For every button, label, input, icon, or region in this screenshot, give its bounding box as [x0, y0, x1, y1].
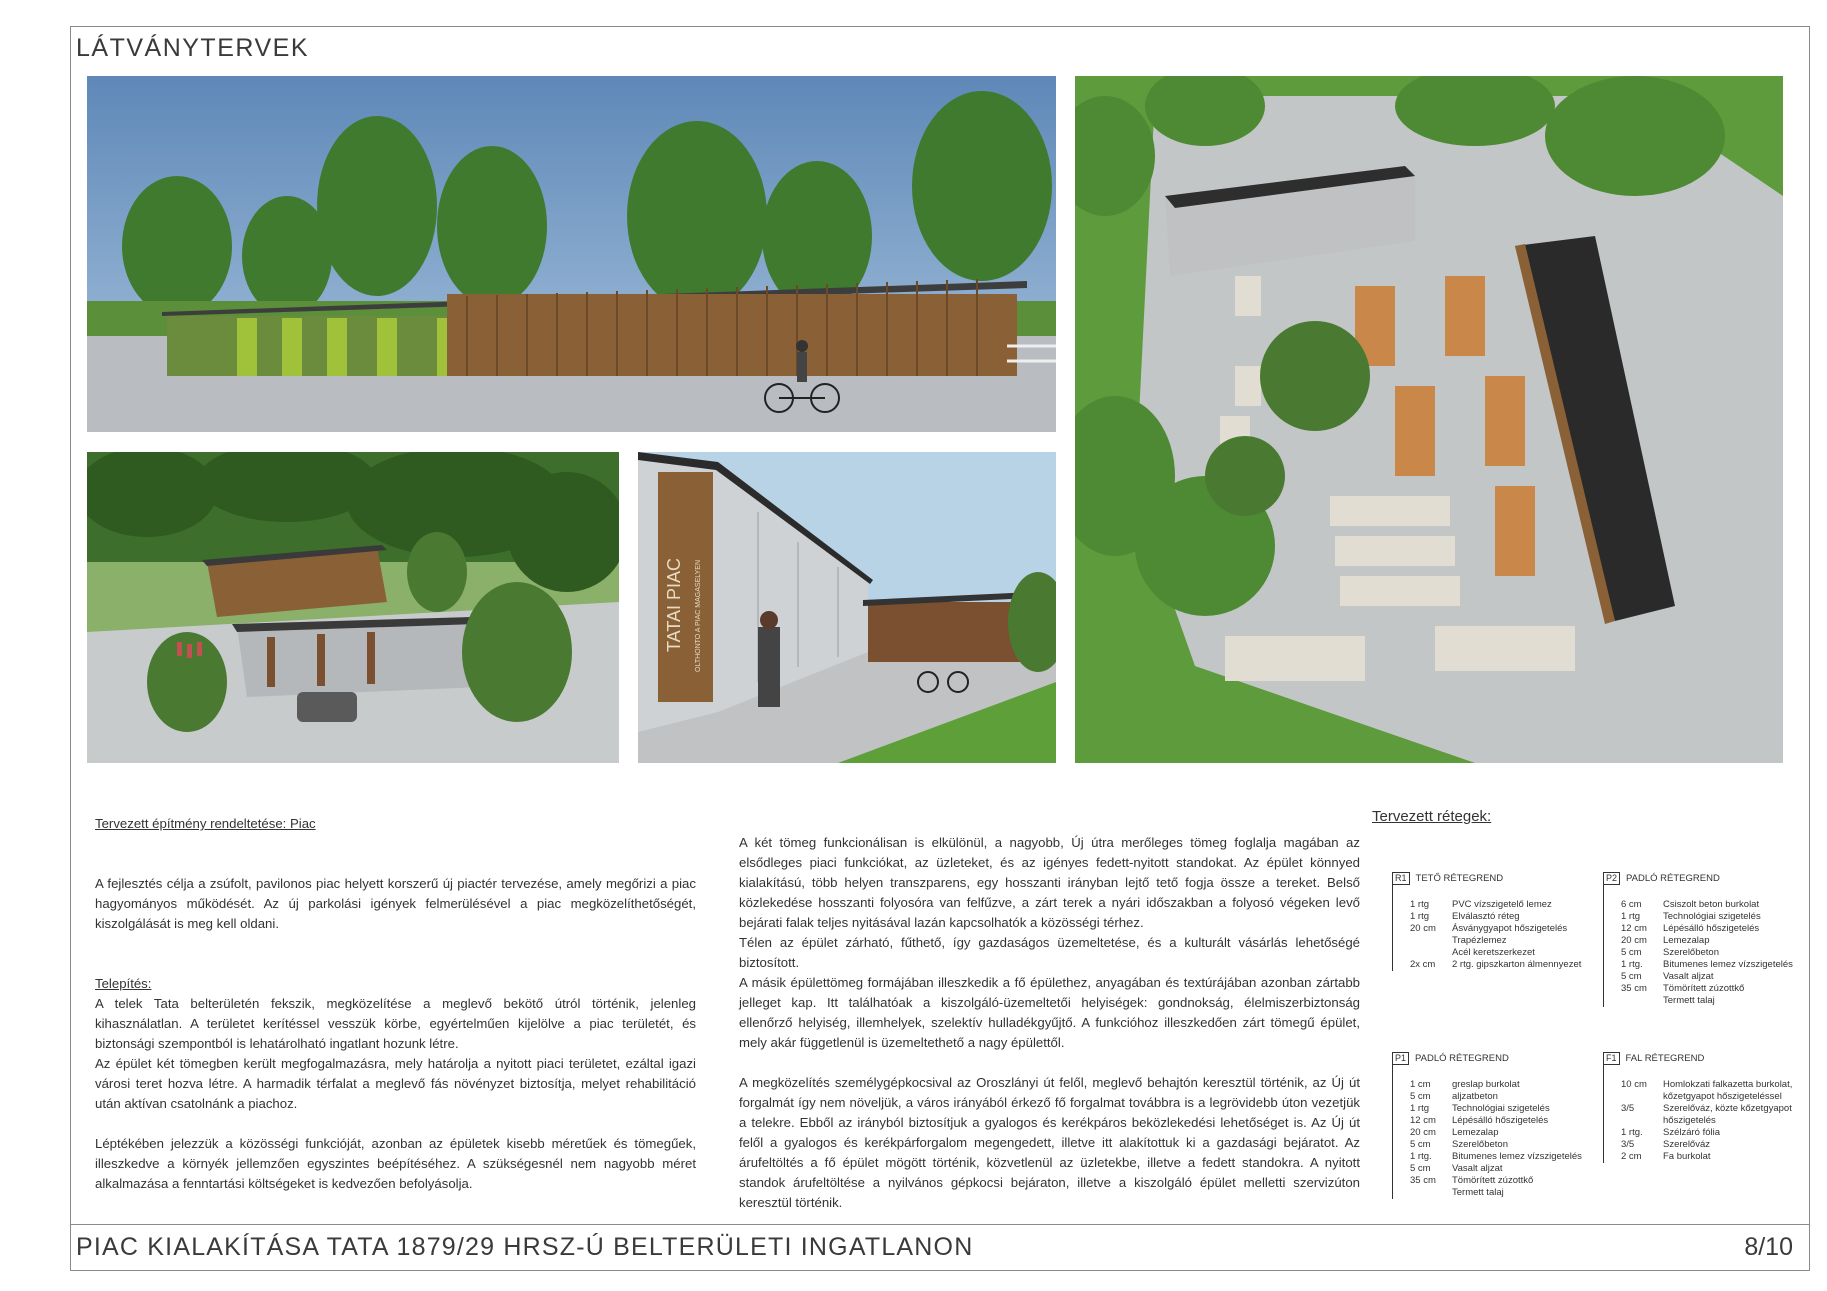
layer-row: [1410, 923, 1592, 935]
function-paragraph-1: A két tömeg funkcionálisan is elkülönül, a nagyobb, Új útra merőleges tömeg foglalja magában az elsődleges piaci funkciókat, az üzleteket, és az igényes fedett-nyitott standokat. Az épület könnyed kialakítású, több helyen transzparens, egy hosszanti irányban lejtő tető fogja össze a tereket. Belső közlekedése hosszanti folyosóra van felfűzve, a zárt terek a nyári időszakban a folyosó végeken levő bejárati falak teljes nyitásával lazán kapcsolhatók a közösségi térhez.: [739, 835, 1360, 930]
layer-material: Acél keretszerkezet: [1452, 947, 1535, 958]
layer-thickness: 5 cm: [1621, 947, 1642, 958]
layer-row: [1621, 935, 1803, 947]
layer-material: Lépésálló hőszigetelés: [1452, 1115, 1549, 1126]
layer-material: Technológiai szigetelés: [1452, 1103, 1550, 1114]
layer-p2: [1603, 872, 1803, 1007]
aerial-left-render: [87, 452, 619, 763]
layer-name: PADLÓ RÉTEGREND: [1626, 872, 1720, 884]
layer-thickness: [1410, 947, 1452, 959]
layer-thickness: 2x cm: [1410, 959, 1436, 970]
layer-material: Szerelőváz: [1663, 1139, 1710, 1150]
layer-thickness: 1 rtg: [1621, 911, 1641, 922]
layer-material: Trapézlemez: [1452, 935, 1507, 946]
layer-row: [1410, 1127, 1592, 1139]
layer-material: Termett talaj: [1452, 1187, 1504, 1198]
layer-material: greslap burkolat: [1452, 1079, 1520, 1090]
layer-name: FAL RÉTEGREND: [1625, 1052, 1705, 1064]
layer-row: [1410, 1187, 1592, 1199]
footer-title: PIAC KIALAKÍTÁSA TATA 1879/29 HRSZ-Ú BELTERÜLETI INGATLANON: [76, 1233, 974, 1261]
layer-thickness: 20 cm: [1410, 923, 1436, 934]
layer-p1: [1392, 1052, 1592, 1199]
text-column-2: [739, 833, 1360, 1213]
layer-thickness: 10 cm: [1621, 1079, 1647, 1090]
layer-thickness: 12 cm: [1410, 1115, 1436, 1126]
function-paragraph-2: Télen az épület zárható, fűthető, így gazdaságos üzemeltetése, és a kulturált vásárlás lehetőségé biztosított.: [739, 935, 1360, 970]
layer-thickness: 5 cm: [1410, 1163, 1431, 1174]
layer-material: Lemezalap: [1663, 935, 1710, 946]
layer-material: Homlokzati falkazetta burkolat, kőzetgyapot hőszigeteléssel: [1663, 1079, 1793, 1102]
siting-paragraph-2: Az épület két tömegben került megfogalmazásra, mely határolja a nyitott piaci területet, ezáltal igazi városi teret hozva létre. A harmadik térfalat a meglevő fás növényzet biztosítja, melyet rehabilitáció után aktívan csatolnánk a piachoz.: [95, 1056, 696, 1111]
layer-material: Vasalt aljzat: [1663, 971, 1714, 982]
layer-row: [1621, 1103, 1803, 1127]
function-paragraph-3: A másik épülettömeg formájában illeszkedik a fő épülethez, anyagában és textúrájában azonban zártabb jelleget kap. Itt találhatóak a kiszolgáló-üzemeltetői helyiségek: gondnokság, élelmiszerbiztonság ellenőrző helyiség, illemhelyek, szelektív hulladékgyűjtő. A funkcióhoz illeszkedően zárt tömegű épület, mely akár függetlenül is üzemeltethető a nagy épülettől.: [739, 975, 1360, 1050]
layer-row: [1410, 959, 1592, 971]
footer-divider: [70, 1224, 1810, 1225]
layer-material: Vasalt aljzat: [1452, 1163, 1503, 1174]
text-column-1: [95, 814, 696, 1194]
siting-paragraph-3: Léptékében jelezzük a közösségi funkcióját, azonban az épületek kisebb méretűek és tömegűek, illeszkedve a környék jellemzően egyszintes beépítéséhez. A szükségesnél nem nagyobb méret alkalmazása a fenntartási költségeket is kedvezően befolyásolja.: [95, 1136, 696, 1191]
layer-material: Termett talaj: [1663, 995, 1715, 1006]
layer-thickness: 1 rtg.: [1621, 1127, 1643, 1138]
layer-row: [1410, 1175, 1592, 1187]
layer-f1: [1603, 1052, 1803, 1163]
layer-thickness: [1621, 995, 1663, 1007]
street-view-render: [87, 76, 1056, 432]
layer-material: Lemezalap: [1452, 1127, 1499, 1138]
layer-name: TETŐ RÉTEGREND: [1415, 872, 1504, 884]
access-paragraph: A megközelítés személygépkocsival az Oroszlányi út felől, meglevő behajtón keresztül történik, az Új út forgalmát így nem növeljük, a város irányából érkező fő forgalmat továbbra is a legrövidebb úton vezetjük a telekre. Ebből az irányból biztosítjuk a gyalogos és kerékpáros beközlekedési lehetőséget is. Az Új út felől a gyalogos és kerékpárforgalom megengedett, illetve itt alakítottuk ki a gazdasági bejáratot. Az árufeltöltés a fő épület mögött történik, közvetlenül az üzletekbe, illetve a fedett standokra. A nyitott standok árufeltöltése a nyilvános gépkocsi bejáraton, illetve a kiszolgáló épület melletti szervizúton keresztül történik.: [739, 1075, 1360, 1210]
layer-row: [1621, 995, 1803, 1007]
layer-row: [1410, 935, 1592, 947]
layer-row: [1410, 1139, 1592, 1151]
layer-row: [1621, 1079, 1803, 1103]
layer-material: Szerelőbeton: [1663, 947, 1719, 958]
layer-thickness: 1 rtg: [1410, 1103, 1430, 1114]
layer-row: [1410, 1151, 1592, 1163]
layer-material: Elválasztó réteg: [1452, 911, 1520, 922]
entrance-view-render: [638, 452, 1056, 763]
layer-thickness: 35 cm: [1621, 983, 1647, 994]
layer-material: Bitumenes lemez vízszigetelés: [1452, 1151, 1582, 1162]
layer-row: [1410, 1091, 1592, 1103]
layer-thickness: 5 cm: [1621, 971, 1642, 982]
page-title: LÁTVÁNYTERVEK: [76, 34, 310, 62]
layer-row: [1621, 1127, 1803, 1139]
layer-thickness: 1 cm: [1410, 1079, 1431, 1090]
layer-thickness: 2 cm: [1621, 1151, 1642, 1162]
sign-text-1: TATAI PIAC: [664, 557, 684, 652]
layer-row: [1410, 1115, 1592, 1127]
layer-thickness: [1410, 1187, 1452, 1199]
layer-r1: [1392, 872, 1592, 971]
layer-row: [1410, 1163, 1592, 1175]
layer-thickness: 20 cm: [1621, 935, 1647, 946]
layer-row: [1410, 911, 1592, 923]
layer-row: [1621, 947, 1803, 959]
layer-thickness: [1410, 935, 1452, 947]
layer-material: Fa burkolat: [1663, 1151, 1711, 1162]
purpose-paragraph: A fejlesztés célja a zsúfolt, pavilonos piac helyett korszerű új piactér tervezése, amely megőrizi a piac hagyományos működését. Az új parkolási igények felmerülésével a piac megközelíthetőségét, kiszolgálását is meg kell oldani.: [95, 876, 696, 931]
layer-row: [1621, 971, 1803, 983]
siting-heading: Telepítés:: [95, 976, 152, 991]
layer-thickness: 3/5: [1621, 1139, 1635, 1150]
layer-thickness: 1 rtg: [1410, 911, 1430, 922]
layer-thickness: 12 cm: [1621, 923, 1647, 934]
sign-text-2: OLTHONTO A PIAC MAGASELYEN: [695, 559, 702, 672]
layer-material: Lépésálló hőszigetelés: [1663, 923, 1760, 934]
layer-material: aljzatbeton: [1452, 1091, 1498, 1102]
purpose-heading: Tervezett építmény rendeltetése: Piac: [95, 816, 316, 831]
layer-name: PADLÓ RÉTEGREND: [1415, 1052, 1509, 1064]
layer-material: Ásványgyapot hőszigetelés: [1452, 923, 1568, 934]
layer-row: [1621, 959, 1803, 971]
layer-row: [1410, 1079, 1592, 1091]
layer-row: [1621, 911, 1803, 923]
layer-material: Szerelőváz, közte kőzetgyapot hőszigetelés: [1663, 1103, 1792, 1126]
layer-code: P2: [1603, 872, 1620, 885]
layers-title: Tervezett rétegek:: [1372, 808, 1492, 825]
siting-paragraph-1: A telek Tata belterületén fekszik, megközelítése a meglevő bekötő útról történik, jelenleg kihasználatlan. A területet kerítéssel vesszük körbe, egyértelműen kijelölve a piac területét, és biztonsági szempontból is lehatárolható ingatlant hozunk létre.: [95, 996, 696, 1051]
layer-thickness: 35 cm: [1410, 1175, 1436, 1186]
layer-row: [1621, 899, 1803, 911]
layer-row: [1621, 923, 1803, 935]
layer-code: R1: [1392, 872, 1410, 885]
layer-row: [1410, 899, 1592, 911]
layer-row: [1621, 1151, 1803, 1163]
layer-code: F1: [1603, 1052, 1620, 1065]
layer-thickness: 1 rtg.: [1621, 959, 1643, 970]
layer-row: [1410, 1103, 1592, 1115]
layer-thickness: 3/5: [1621, 1103, 1635, 1114]
layer-row: [1410, 947, 1592, 959]
layer-thickness: 5 cm: [1410, 1091, 1431, 1102]
layer-thickness: 20 cm: [1410, 1127, 1436, 1138]
layer-row: [1621, 1139, 1803, 1151]
layer-material: PVC vízszigetelő lemez: [1452, 899, 1552, 910]
layer-material: Csiszolt beton burkolat: [1663, 899, 1760, 910]
layer-thickness: 6 cm: [1621, 899, 1642, 910]
layer-material: Bitumenes lemez vízszigetelés: [1663, 959, 1793, 970]
page-number: 8/10: [1744, 1233, 1793, 1261]
layer-material: 2 rtg. gipszkarton álmennyezet: [1452, 959, 1582, 970]
layer-thickness: 1 rtg.: [1410, 1151, 1432, 1162]
layer-material: Technológiai szigetelés: [1663, 911, 1761, 922]
layer-material: Szerelőbeton: [1452, 1139, 1508, 1150]
layer-material: Szélzáró fólia: [1663, 1127, 1721, 1138]
layer-row: [1621, 983, 1803, 995]
layer-material: Tömörített zúzottkő: [1663, 983, 1745, 994]
layer-material: Tömörített zúzottkő: [1452, 1175, 1534, 1186]
layer-code: P1: [1392, 1052, 1409, 1065]
top-aerial-render: [1075, 76, 1783, 763]
layer-thickness: 5 cm: [1410, 1139, 1431, 1150]
layer-thickness: 1 rtg: [1410, 899, 1430, 910]
